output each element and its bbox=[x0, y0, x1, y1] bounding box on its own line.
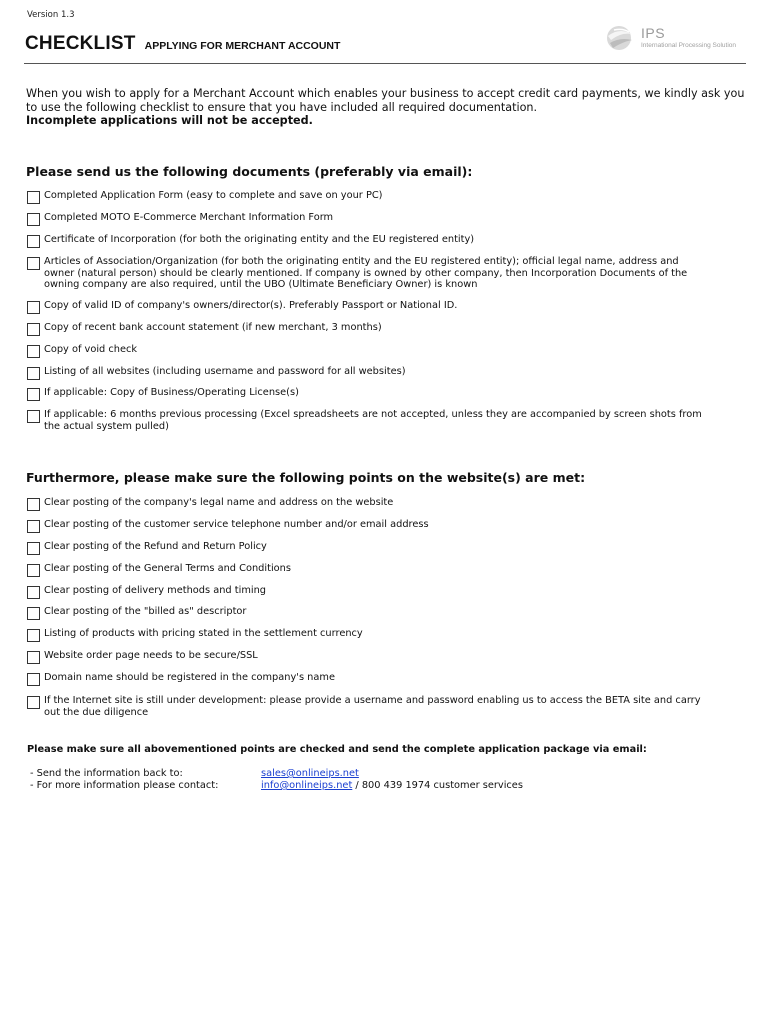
closing-instructions: Please make sure all abovementioned points are checked and send the complete application package via email: bbox=[27, 744, 647, 755]
checklist-item-text: Completed Application Form (easy to complete and save on your PC) bbox=[44, 190, 383, 201]
checkbox[interactable] bbox=[27, 651, 40, 664]
checklist-item-text: Clear posting of the company's legal name and address on the website bbox=[44, 497, 394, 508]
intro-warning: Incomplete applications will not be accepted. bbox=[26, 114, 313, 127]
checklist-item-text: Listing of products with pricing stated in the settlement currency bbox=[44, 628, 363, 639]
contact-label: - For more information please contact: bbox=[30, 780, 219, 791]
logo-name: IPS bbox=[641, 25, 666, 41]
checkbox[interactable] bbox=[27, 410, 40, 423]
contact-phone: / 800 439 1974 customer services bbox=[352, 780, 523, 791]
info-email-link[interactable]: info@onlineips.net bbox=[261, 780, 353, 791]
checklist-item-text: If the Internet site is still under development: please provide a username and password enabling us to access the BETA site and carry out the due diligence bbox=[44, 695, 701, 718]
checkbox[interactable] bbox=[27, 367, 40, 380]
checkbox[interactable] bbox=[27, 301, 40, 314]
checklist-item-text: Domain name should be registered in the company's name bbox=[44, 672, 335, 683]
checkbox[interactable] bbox=[27, 586, 40, 599]
checklist-item-text: Certificate of Incorporation (for both the originating entity and the EU registered entity) bbox=[44, 234, 475, 245]
checklist-item-text: Clear posting of delivery methods and timing bbox=[44, 585, 267, 596]
checklist-item-text: Copy of valid ID of company's owners/director(s). Preferably Passport or National ID. bbox=[44, 300, 458, 311]
checkbox[interactable] bbox=[27, 498, 40, 511]
checklist-item-text: Copy of recent bank account statement (if new merchant, 3 months) bbox=[44, 322, 382, 333]
checkbox[interactable] bbox=[27, 388, 40, 401]
checklist-item-text: Clear posting of the General Terms and Conditions bbox=[44, 563, 291, 574]
version-label: Version 1.3 bbox=[27, 10, 75, 20]
website-heading: Furthermore, please make sure the following points on the website(s) are met: bbox=[26, 470, 586, 485]
send-label: - Send the information back to: bbox=[30, 768, 183, 779]
checklist-item-text: Website order page needs to be secure/SSL bbox=[44, 650, 258, 661]
checkbox[interactable] bbox=[27, 564, 40, 577]
checkbox[interactable] bbox=[27, 213, 40, 226]
checkbox[interactable] bbox=[27, 191, 40, 204]
checkbox[interactable] bbox=[27, 696, 40, 709]
checkbox[interactable] bbox=[27, 257, 40, 270]
title-subtitle: APPLYING FOR MERCHANT ACCOUNT bbox=[144, 40, 341, 52]
title-main: CHECKLIST bbox=[25, 33, 136, 54]
checkbox[interactable] bbox=[27, 542, 40, 555]
checklist-item-text: Clear posting of the Refund and Return Policy bbox=[44, 541, 267, 552]
sales-email-link[interactable]: sales@onlineips.net bbox=[261, 768, 359, 779]
checklist-item-text: If applicable: Copy of Business/Operating License(s) bbox=[44, 387, 299, 398]
checkbox[interactable] bbox=[27, 607, 40, 620]
checklist-item-text: Clear posting of the customer service telephone number and/or email address bbox=[44, 519, 429, 530]
checklist-item-text: If applicable: 6 months previous processing (Excel spreadsheets are not accepted, unless they are accompanied by screen shots from the actual system pulled) bbox=[44, 409, 702, 432]
globe-icon bbox=[605, 25, 635, 53]
checklist-item-text: Listing of all websites (including username and password for all websites) bbox=[44, 366, 406, 377]
checkbox[interactable] bbox=[27, 629, 40, 642]
checkbox[interactable] bbox=[27, 345, 40, 358]
header-divider bbox=[24, 63, 746, 64]
checklist-item-text: Copy of void check bbox=[44, 344, 138, 355]
documents-heading: Please send us the following documents (preferably via email): bbox=[26, 164, 473, 179]
checkbox[interactable] bbox=[27, 673, 40, 686]
ips-logo bbox=[605, 25, 750, 53]
logo-tagline: International Processing Solution bbox=[641, 42, 737, 49]
page-title bbox=[25, 33, 340, 55]
checklist-item-text: Articles of Association/Organization (for both the originating entity and the EU registered entity); official legal name, address and owner (natural person) should be clearly mentioned. If company is owned by other company, then Incorporation Documents of the owning company are also required, until the UBO (Ultimate Beneficiary Owner) is known bbox=[44, 256, 688, 291]
checkbox[interactable] bbox=[27, 520, 40, 533]
checkbox[interactable] bbox=[27, 235, 40, 248]
intro-paragraph bbox=[26, 87, 746, 128]
checkbox[interactable] bbox=[27, 323, 40, 336]
checklist-item-text: Completed MOTO E-Commerce Merchant Information Form bbox=[44, 212, 334, 223]
intro-text: When you wish to apply for a Merchant Account which enables your business to accept credit card payments, we kindly ask you to use the following checklist to ensure that you have included all required documentation. bbox=[26, 87, 745, 114]
checklist-item-text: Clear posting of the "billed as" descriptor bbox=[44, 606, 247, 617]
